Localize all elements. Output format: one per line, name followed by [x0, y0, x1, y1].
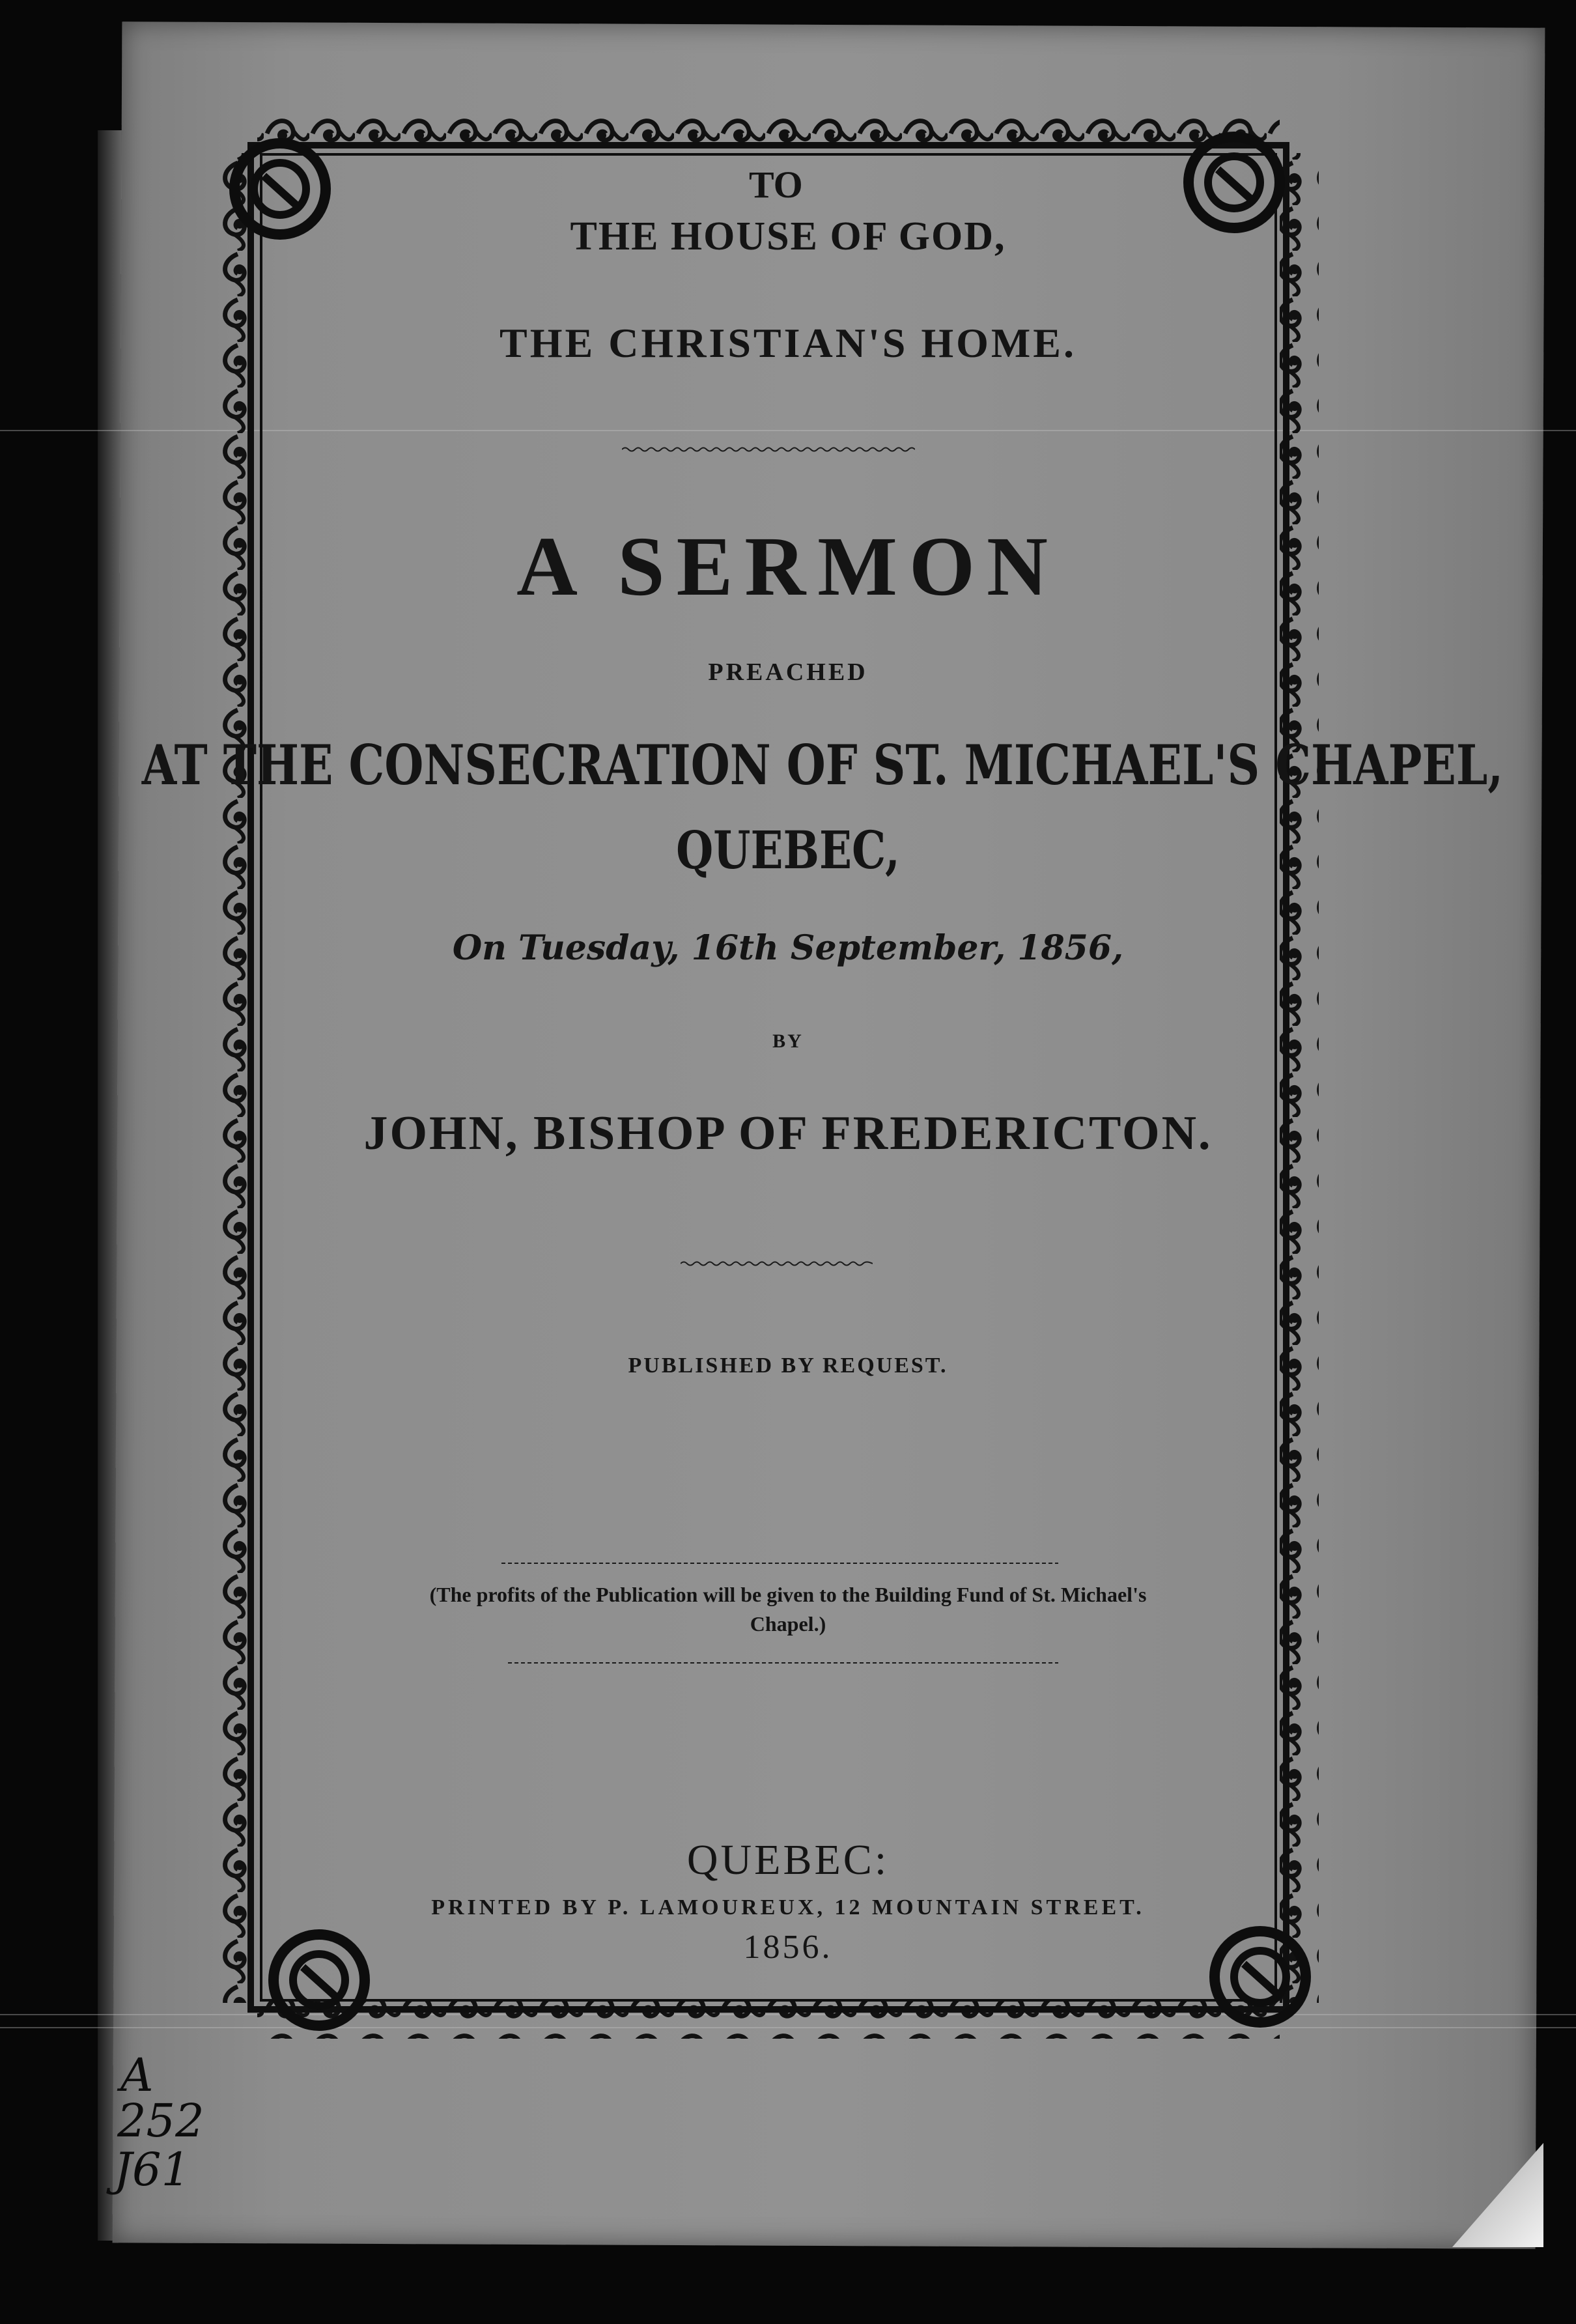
shelfmark-line-3: J61 — [114, 2143, 191, 2196]
wavy-rule — [508, 1660, 1058, 1666]
handwritten-shelfmark — [107, 2048, 264, 2198]
author-line: JOHN, BISHOP OF FREDERICTON. — [363, 1107, 1213, 1160]
imprint-year: 1856. — [743, 1929, 833, 1966]
title-line-1: THE HOUSE OF GOD, — [570, 214, 1006, 259]
imprint-city: QUEBEC: — [686, 1836, 890, 1884]
profits-note-line-1: (The profits of the Publication will be given to the Building Fund of St. Michael's — [429, 1583, 1147, 1606]
place-line: QUEBEC, — [676, 819, 900, 881]
occasion-line: AT THE CONSECRATION OF ST. MICHAEL'S CHAPEL, — [141, 733, 1504, 797]
date-line: On Tuesday, 16th September, 1856, — [452, 928, 1124, 968]
wavy-rule — [501, 1560, 1058, 1566]
by-label: BY — [772, 1030, 804, 1052]
ornamental-border — [218, 114, 1319, 2042]
title-fragment: TO — [749, 163, 803, 206]
shelfmark-line-2: 252 — [117, 2094, 204, 2147]
imprint-printer: PRINTED BY P. LAMOUREUX, 12 MOUNTAIN STREET. — [431, 1895, 1145, 1920]
title-line-2: THE CHRISTIAN'S HOME. — [500, 320, 1076, 366]
wavy-rule — [681, 1260, 873, 1267]
wavy-rule — [622, 446, 915, 453]
shelfmark-line-1: A — [120, 2048, 154, 2102]
profits-note-line-2: Chapel.) — [750, 1612, 826, 1636]
preached-label: PREACHED — [708, 659, 868, 686]
published-by-request: PUBLISHED BY REQUEST. — [628, 1353, 948, 1378]
sermon-heading: A SERMON — [516, 520, 1060, 614]
